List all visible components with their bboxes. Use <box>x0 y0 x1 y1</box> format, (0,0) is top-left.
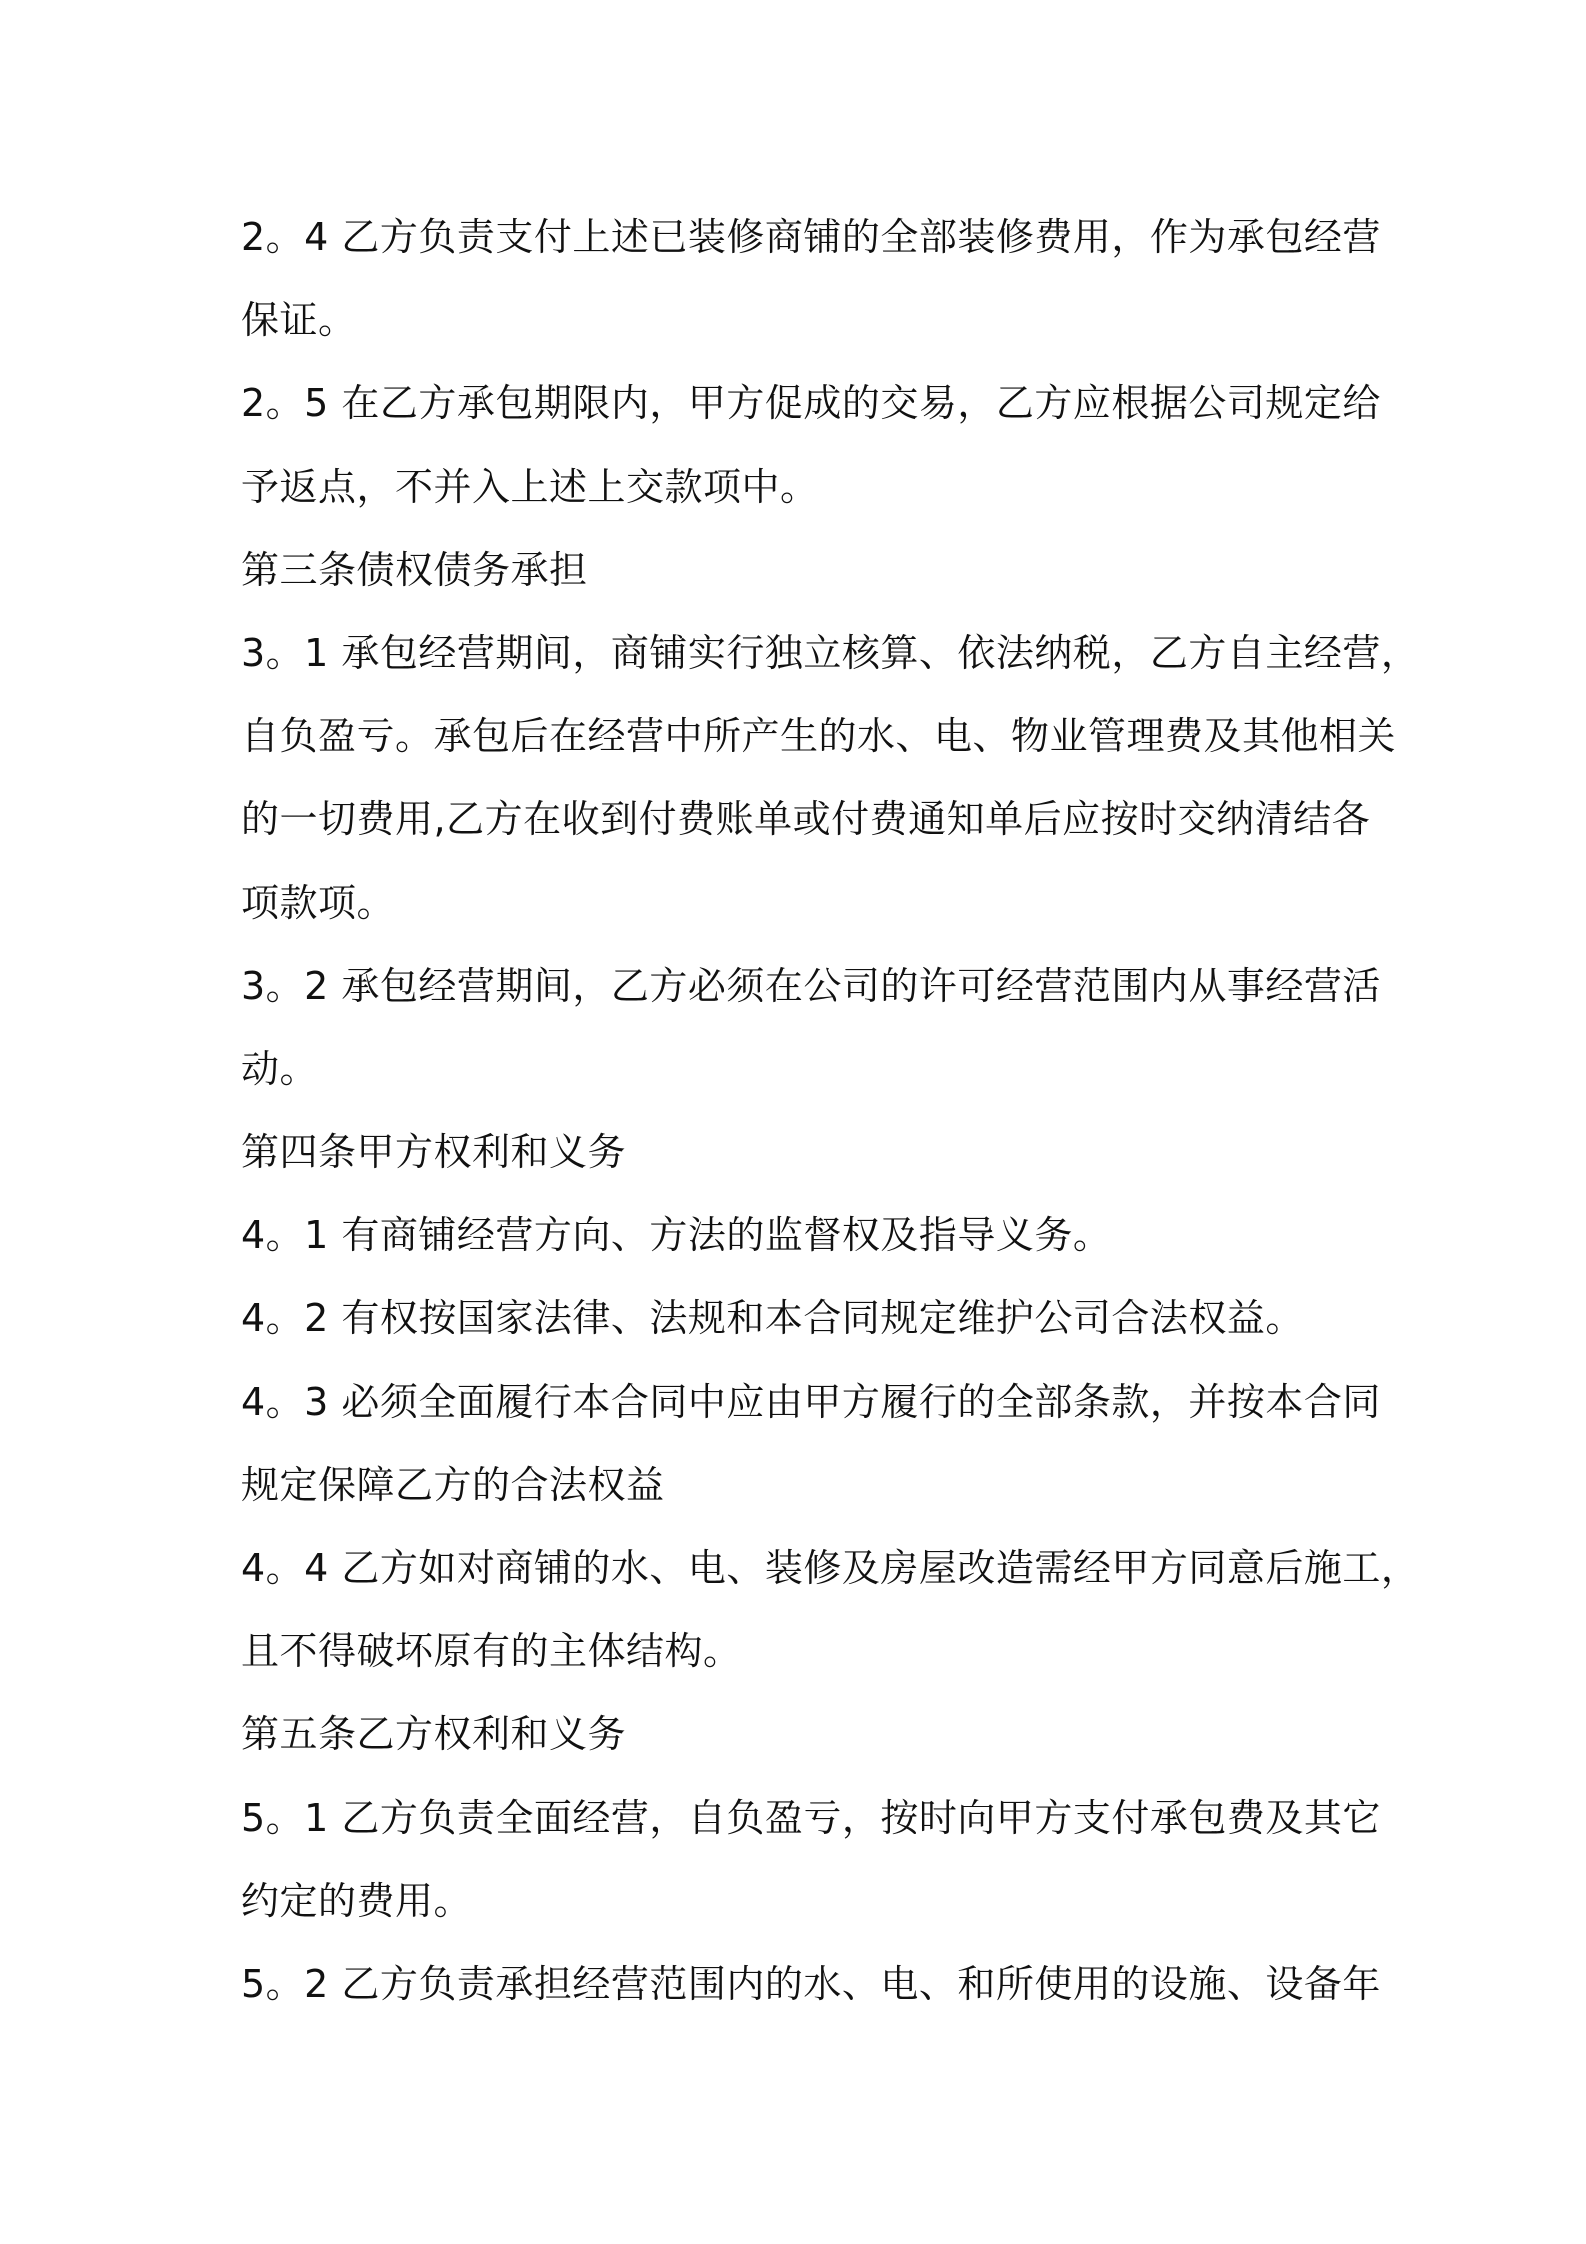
text-line: 项款项。 <box>241 880 396 925</box>
text-line-clause-3-2: 3。2 承包经营期间，乙方必须在公司的许可经营范围内从事经营活 <box>241 963 1381 1008</box>
text-line: 动。 <box>241 1046 319 1091</box>
text-line-clause-4-4: 4。4 乙方如对商铺的水、电、装修及房屋改造需经甲方同意后施工， <box>241 1546 1420 1590</box>
text-line: 保证。 <box>241 298 357 343</box>
text-line-clause-4-2: 4。2 有权按国家法律、法规和本合同规定维护公司合法权益。 <box>241 1296 1304 1341</box>
section-heading-article-4: 第四条甲方权利和义务 <box>241 1130 627 1175</box>
text-line-clause-5-2: 5。2 乙方负责承担经营范围内的水、电、和所使用的设施、设备年 <box>241 1961 1381 2006</box>
text-line: 的一切费用,乙方在收到付费账单或付费通知单后应按时交纳清结各 <box>241 797 1371 842</box>
text-line: 且不得破坏原有的主体结构。 <box>241 1629 742 1674</box>
section-heading-article-3: 第三条债权债务承担 <box>241 547 588 592</box>
document-body <box>241 196 1420 2026</box>
text-line: 约定的费用。 <box>241 1878 473 1923</box>
text-line: 规定保障乙方的合法权益 <box>241 1462 665 1507</box>
text-line-clause-2-4: 2。4 乙方负责支付上述已装修商铺的全部装修费用，作为承包经营 <box>241 215 1381 259</box>
text-line-clause-5-1: 5。1 乙方负责全面经营，自负盈亏，按时向甲方支付承包费及其它 <box>241 1795 1381 1840</box>
section-heading-article-5: 第五条乙方权利和义务 <box>241 1712 627 1757</box>
text-line: 自负盈亏。承包后在经营中所产生的水、电、物业管理费及其他相关 <box>241 714 1397 759</box>
text-line-clause-4-3: 4。3 必须全面履行本合同中应由甲方履行的全部条款，并按本合同 <box>241 1379 1381 1424</box>
text-line-clause-3-1: 3。1 承包经营期间，商铺实行独立核算、依法纳税，乙方自主经营， <box>241 630 1420 675</box>
text-line-clause-4-1: 4。1 有商铺经营方向、方法的监督权及指导义务。 <box>241 1213 1112 1258</box>
text-line: 予返点，不并入上述上交款项中。 <box>241 464 819 509</box>
text-line-clause-2-5: 2。5 在乙方承包期限内，甲方促成的交易，乙方应根据公司规定给 <box>241 381 1381 426</box>
